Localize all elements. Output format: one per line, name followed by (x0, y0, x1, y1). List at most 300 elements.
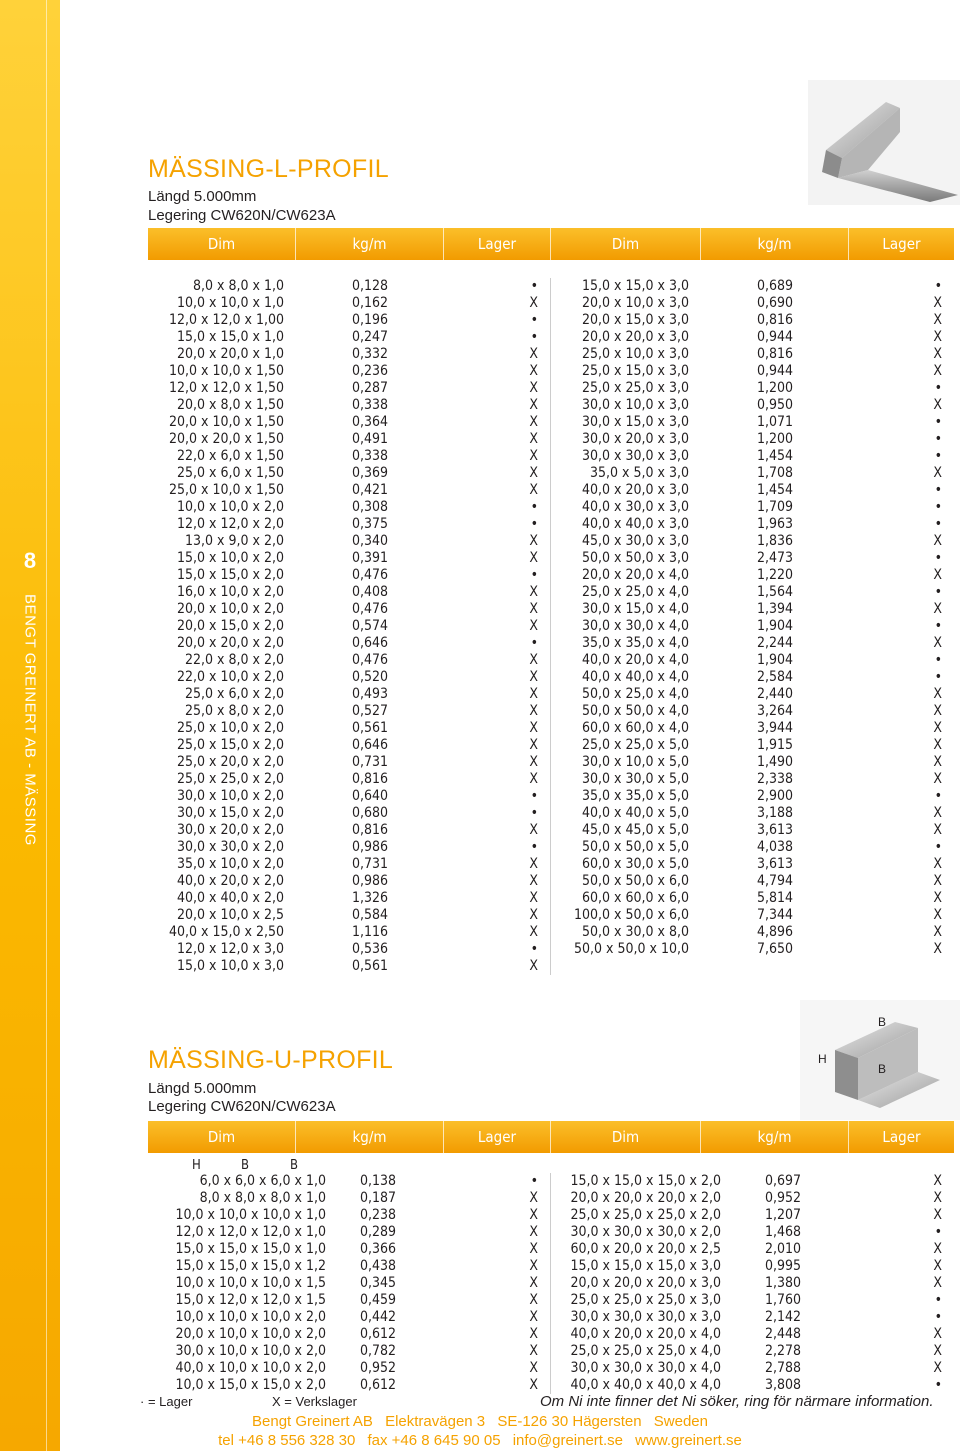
cell-dim: 20,0 x 20,0 x 20,0 x 2,0 (570, 1190, 721, 1206)
table-row (148, 720, 954, 737)
cell-lager: X (444, 618, 551, 635)
cell-dim: 12,0 x 12,0 x 1,00 (168, 312, 284, 328)
cell-lager: X (933, 805, 942, 821)
u-profile-dimension-key (148, 1158, 438, 1174)
cell-kgm: 0,646 (351, 635, 389, 651)
table-row (148, 380, 954, 397)
cell-dim: 40,0 x 20,0 x 4,0 (582, 652, 689, 668)
col-header-dim: Dim (551, 1121, 701, 1153)
cell-lager: • (934, 839, 942, 855)
dim-key-h: H (192, 1158, 201, 1173)
cell-kgm: 0,369 (351, 465, 389, 481)
cell-kgm: 0,338 (351, 397, 389, 413)
table-row (148, 941, 954, 958)
cell-kgm: 0,952 (764, 1190, 802, 1206)
table-row (148, 669, 954, 686)
cell-kgm: 0,690 (756, 295, 794, 311)
cell-kgm: 0,816 (756, 312, 794, 328)
col-header-dim: Dim (148, 228, 296, 260)
table-row (148, 1377, 954, 1394)
table-row (148, 465, 954, 482)
cell-dim: 22,0 x 6,0 x 1,50 (177, 448, 284, 464)
cell-kgm: 0,680 (351, 805, 389, 821)
table-row (148, 788, 954, 805)
cell-lager: • (444, 805, 551, 822)
u-profile-illustration (800, 1000, 960, 1120)
table-row (148, 1275, 954, 1292)
cell-kgm: 0,438 (359, 1258, 397, 1274)
cell-lager: X (444, 397, 551, 414)
cell-kgm: 1,490 (756, 754, 794, 770)
cell-kgm: 0,689 (756, 278, 794, 294)
side-divider (46, 0, 47, 1451)
cell-kgm: 0,950 (756, 397, 794, 413)
cell-lager: • (418, 1173, 551, 1190)
u-profile-header-bar (148, 1121, 954, 1153)
cell-kgm: 2,244 (756, 635, 794, 651)
table-row (148, 635, 954, 652)
cell-dim: 25,0 x 25,0 x 4,0 (582, 584, 689, 600)
cell-dim: 20,0 x 15,0 x 2,0 (177, 618, 284, 634)
cell-lager: X (933, 941, 942, 957)
cell-lager: X (444, 737, 551, 754)
cell-lager: X (933, 635, 942, 651)
table-row (148, 1360, 954, 1377)
cell-lager: X (418, 1224, 551, 1241)
cell-lager: • (934, 414, 942, 430)
cell-lager: X (933, 1173, 942, 1189)
cell-kgm: 1,454 (756, 448, 794, 464)
cell-kgm: 0,536 (351, 941, 389, 957)
cell-lager: X (933, 1275, 942, 1291)
col-header-kgm: kg/m (701, 228, 849, 260)
cell-dim: 30,0 x 10,0 x 3,0 (582, 397, 689, 413)
cell-dim: 15,0 x 10,0 x 2,0 (177, 550, 284, 566)
table-row (148, 1326, 954, 1343)
u-profile-title: MÄSSING-U-PROFIL (148, 1046, 394, 1074)
cell-kgm: 1,116 (351, 924, 389, 940)
cell-lager: X (444, 448, 551, 465)
cell-lager: X (444, 414, 551, 431)
cell-dim: 50,0 x 25,0 x 4,0 (582, 686, 689, 702)
cell-dim: 10,0 x 10,0 x 10,0 x 1,5 (175, 1275, 326, 1291)
table-row (148, 924, 954, 941)
cell-kgm: 2,788 (764, 1360, 802, 1376)
cell-lager: X (444, 771, 551, 788)
cell-dim: 50,0 x 50,0 x 3,0 (582, 550, 689, 566)
table-row (148, 873, 954, 890)
cell-lager: X (418, 1292, 551, 1309)
cell-dim: 25,0 x 20,0 x 2,0 (177, 754, 284, 770)
table-row (148, 448, 954, 465)
cell-lager: X (444, 754, 551, 771)
cell-dim: 15,0 x 12,0 x 12,0 x 1,5 (175, 1292, 326, 1308)
cell-dim: 40,0 x 20,0 x 3,0 (582, 482, 689, 498)
cell-lager: X (444, 601, 551, 618)
cell-dim: 15,0 x 15,0 x 1,0 (177, 329, 284, 345)
l-profile-illustration (808, 80, 960, 205)
cell-kgm: 7,344 (756, 907, 794, 923)
cell-kgm: 0,584 (351, 907, 389, 923)
cell-lager: • (934, 1377, 942, 1393)
cell-dim: 35,0 x 5,0 x 3,0 (590, 465, 689, 481)
cell-lager: • (444, 941, 551, 958)
cell-lager: X (444, 295, 551, 312)
cell-kgm: 2,440 (756, 686, 794, 702)
cell-lager: X (418, 1258, 551, 1275)
cell-kgm: 0,561 (351, 958, 389, 974)
cell-lager: X (418, 1360, 551, 1377)
cell-kgm: 1,220 (756, 567, 794, 583)
cell-kgm: 1,394 (756, 601, 794, 617)
cell-lager: X (444, 686, 551, 703)
contact-note: Om Ni inte finner det Ni söker, ring för närmare information. (540, 1393, 934, 1410)
cell-dim: 30,0 x 15,0 x 2,0 (177, 805, 284, 821)
table-row (148, 771, 954, 788)
cell-lager: X (444, 669, 551, 686)
cell-lager: X (933, 465, 942, 481)
table-row (148, 397, 954, 414)
cell-kgm: 1,468 (764, 1224, 802, 1240)
cell-dim: 40,0 x 20,0 x 20,0 x 4,0 (570, 1326, 721, 1342)
cell-dim: 20,0 x 20,0 x 1,0 (177, 346, 284, 362)
cell-kgm: 1,071 (756, 414, 794, 430)
cell-kgm (701, 958, 849, 975)
cell-lager: X (933, 312, 942, 328)
cell-dim: 40,0 x 20,0 x 2,0 (177, 873, 284, 889)
cell-dim: 25,0 x 25,0 x 25,0 x 4,0 (570, 1343, 721, 1359)
cell-dim: 60,0 x 20,0 x 20,0 x 2,5 (570, 1241, 721, 1257)
cell-dim: 15,0 x 15,0 x 15,0 x 3,0 (570, 1258, 721, 1274)
cell-dim: 30,0 x 15,0 x 4,0 (582, 601, 689, 617)
col-header-lager: Lager (444, 228, 551, 260)
dim-label-h: H (818, 1052, 827, 1066)
table-row (148, 516, 954, 533)
cell-dim: 30,0 x 30,0 x 30,0 x 3,0 (570, 1309, 721, 1325)
cell-kgm: 2,338 (756, 771, 794, 787)
cell-lager: X (418, 1343, 551, 1360)
table-row (148, 1207, 954, 1224)
cell-lager (849, 958, 954, 975)
table-row (148, 363, 954, 380)
table-row (148, 533, 954, 550)
cell-dim: 25,0 x 8,0 x 2,0 (185, 703, 284, 719)
cell-kgm: 1,760 (764, 1292, 802, 1308)
col-header-dim: Dim (551, 228, 701, 260)
cell-kgm: 1,963 (756, 516, 794, 532)
table-row (148, 737, 954, 754)
cell-dim: 25,0 x 6,0 x 2,0 (185, 686, 284, 702)
cell-dim: 60,0 x 60,0 x 6,0 (582, 890, 689, 906)
cell-lager: X (444, 856, 551, 873)
cell-dim: 10,0 x 15,0 x 15,0 x 2,0 (175, 1377, 326, 1393)
cell-lager: X (933, 1241, 942, 1257)
cell-lager: • (444, 635, 551, 652)
cell-lager: X (933, 771, 942, 787)
cell-dim: 25,0 x 10,0 x 1,50 (168, 482, 284, 498)
cell-lager: • (934, 550, 942, 566)
cell-kgm: 0,816 (756, 346, 794, 362)
cell-kgm: 0,408 (351, 584, 389, 600)
cell-dim: 35,0 x 35,0 x 4,0 (582, 635, 689, 651)
cell-dim: 45,0 x 30,0 x 3,0 (582, 533, 689, 549)
cell-kgm: 1,200 (756, 380, 794, 396)
cell-kgm: 0,364 (351, 414, 389, 430)
cell-kgm: 5,814 (756, 890, 794, 906)
cell-lager: X (933, 754, 942, 770)
cell-kgm: 0,944 (756, 329, 794, 345)
cell-dim: 25,0 x 25,0 x 25,0 x 2,0 (570, 1207, 721, 1223)
cell-lager: X (418, 1326, 551, 1343)
table-row (148, 482, 954, 499)
cell-dim: 30,0 x 10,0 x 5,0 (582, 754, 689, 770)
cell-dim: 25,0 x 25,0 x 3,0 (582, 380, 689, 396)
cell-dim: 30,0 x 30,0 x 2,0 (177, 839, 284, 855)
table-row (148, 907, 954, 924)
cell-lager: X (418, 1377, 551, 1394)
cell-kgm: 4,794 (756, 873, 794, 889)
table-row (148, 278, 954, 295)
cell-lager: X (933, 890, 942, 906)
cell-dim: 30,0 x 10,0 x 2,0 (177, 788, 284, 804)
cell-dim: 30,0 x 30,0 x 30,0 x 2,0 (570, 1224, 721, 1240)
cell-dim: 30,0 x 10,0 x 10,0 x 2,0 (175, 1343, 326, 1359)
cell-lager: • (934, 1224, 942, 1240)
cell-dim: 60,0 x 30,0 x 5,0 (582, 856, 689, 872)
cell-lager: X (933, 295, 942, 311)
cell-dim: 40,0 x 30,0 x 3,0 (582, 499, 689, 515)
table-row (148, 754, 954, 771)
cell-lager: • (934, 584, 942, 600)
cell-lager: X (444, 584, 551, 601)
cell-kgm: 0,332 (351, 346, 389, 362)
u-profile-length: Längd 5.000mm (148, 1080, 257, 1097)
cell-dim: 15,0 x 15,0 x 2,0 (177, 567, 284, 583)
cell-dim: 12,0 x 12,0 x 2,0 (177, 516, 284, 532)
col-header-kgm: kg/m (296, 1121, 444, 1153)
footer-address (0, 1413, 960, 1430)
table-row (148, 856, 954, 873)
cell-kgm: 0,952 (359, 1360, 397, 1376)
cell-lager: • (934, 482, 942, 498)
table-row (148, 312, 954, 329)
dim-label-b-top: B (878, 1015, 887, 1029)
cell-kgm: 0,247 (351, 329, 389, 345)
cell-kgm: 7,650 (756, 941, 794, 957)
cell-lager: X (933, 1190, 942, 1206)
cell-lager: • (934, 278, 942, 294)
cell-dim: 30,0 x 20,0 x 3,0 (582, 431, 689, 447)
cell-dim: 15,0 x 15,0 x 15,0 x 1,0 (175, 1241, 326, 1257)
cell-kgm: 0,287 (351, 380, 389, 396)
cell-kgm: 0,986 (351, 873, 389, 889)
cell-dim: 25,0 x 15,0 x 3,0 (582, 363, 689, 379)
cell-dim: 20,0 x 10,0 x 2,5 (177, 907, 284, 923)
cell-lager: • (444, 516, 551, 533)
dim-label-b-bottom: B (878, 1062, 887, 1076)
l-profile-header-bar (148, 228, 954, 260)
table-row (148, 601, 954, 618)
footer-city: SE-126 30 Hägersten (497, 1413, 642, 1430)
cell-lager: • (934, 669, 942, 685)
cell-dim: 20,0 x 20,0 x 1,50 (168, 431, 284, 447)
cell-kgm: 0,986 (351, 839, 389, 855)
cell-kgm: 0,476 (351, 567, 389, 583)
cell-kgm: 0,442 (359, 1309, 397, 1325)
cell-dim: 35,0 x 35,0 x 5,0 (582, 788, 689, 804)
cell-lager: X (933, 329, 942, 345)
cell-kgm: 0,308 (351, 499, 389, 515)
cell-kgm: 0,476 (351, 601, 389, 617)
cell-dim: 25,0 x 25,0 x 25,0 x 3,0 (570, 1292, 721, 1308)
cell-lager: X (933, 907, 942, 923)
cell-dim: 40,0 x 40,0 x 2,0 (177, 890, 284, 906)
cell-kgm: 0,491 (351, 431, 389, 447)
cell-kgm: 1,915 (756, 737, 794, 753)
cell-kgm: 1,904 (756, 652, 794, 668)
cell-dim (551, 958, 701, 975)
table-row (148, 1173, 954, 1190)
cell-kgm: 0,345 (359, 1275, 397, 1291)
table-row (148, 346, 954, 363)
cell-dim: 20,0 x 8,0 x 1,50 (177, 397, 284, 413)
cell-kgm: 0,236 (351, 363, 389, 379)
table-row (148, 1224, 954, 1241)
footer-web[interactable]: www.greinert.se (635, 1432, 742, 1449)
cell-dim: 50,0 x 50,0 x 6,0 (582, 873, 689, 889)
cell-kgm: 0,640 (351, 788, 389, 804)
cell-dim: 10,0 x 10,0 x 1,50 (168, 363, 284, 379)
cell-kgm: 1,708 (756, 465, 794, 481)
cell-lager: • (444, 788, 551, 805)
col-header-lager: Lager (882, 1128, 921, 1146)
cell-kgm: 0,391 (351, 550, 389, 566)
col-header-kgm: kg/m (296, 228, 444, 260)
cell-dim: 40,0 x 10,0 x 10,0 x 2,0 (175, 1360, 326, 1376)
cell-lager: X (933, 397, 942, 413)
cell-lager: X (444, 873, 551, 890)
footer-country: Sweden (653, 1413, 708, 1430)
cell-dim: 25,0 x 10,0 x 2,0 (177, 720, 284, 736)
cell-dim: 40,0 x 40,0 x 40,0 x 4,0 (570, 1377, 721, 1393)
cell-lager: X (933, 1343, 942, 1359)
cell-lager: • (444, 499, 551, 516)
cell-dim: 50,0 x 30,0 x 8,0 (582, 924, 689, 940)
cell-lager: X (444, 958, 551, 975)
cell-dim: 12,0 x 12,0 x 12,0 x 1,0 (175, 1224, 326, 1240)
cell-kgm: 0,612 (359, 1326, 397, 1342)
cell-lager: X (933, 1360, 942, 1376)
cell-dim: 40,0 x 40,0 x 5,0 (582, 805, 689, 821)
cell-dim: 13,0 x 9,0 x 2,0 (185, 533, 284, 549)
cell-dim: 20,0 x 20,0 x 20,0 x 3,0 (570, 1275, 721, 1291)
cell-lager: X (444, 465, 551, 482)
l-profile-title: MÄSSING-L-PROFIL (148, 155, 389, 183)
cell-lager: X (933, 720, 942, 736)
footer-email[interactable]: info@greinert.se (512, 1432, 623, 1449)
cell-lager: X (933, 822, 942, 838)
cell-kgm: 1,836 (756, 533, 794, 549)
cell-kgm: 0,187 (359, 1190, 397, 1206)
u-profile-alloy: Legering CW620N/CW623A (148, 1098, 336, 1115)
cell-lager: X (933, 567, 942, 583)
cell-dim: 25,0 x 10,0 x 3,0 (582, 346, 689, 362)
footer-street: Elektravägen 3 (385, 1413, 486, 1430)
cell-lager: • (934, 652, 942, 668)
cell-lager: X (444, 652, 551, 669)
cell-kgm: 3,188 (756, 805, 794, 821)
cell-kgm: 1,200 (756, 431, 794, 447)
cell-lager: X (933, 1207, 942, 1223)
cell-kgm: 0,731 (351, 856, 389, 872)
cell-dim: 20,0 x 10,0 x 1,50 (168, 414, 284, 430)
cell-dim: 10,0 x 10,0 x 10,0 x 1,0 (175, 1207, 326, 1223)
table-row (148, 1258, 954, 1275)
cell-kgm: 1,564 (756, 584, 794, 600)
cell-dim: 6,0 x 6,0 x 6,0 x 1,0 (199, 1173, 326, 1189)
cell-dim: 15,0 x 10,0 x 3,0 (177, 958, 284, 974)
cell-kgm: 1,904 (756, 618, 794, 634)
cell-dim: 12,0 x 12,0 x 3,0 (177, 941, 284, 957)
cell-dim: 22,0 x 8,0 x 2,0 (185, 652, 284, 668)
footer-contact (0, 1432, 960, 1449)
cell-kgm: 2,142 (764, 1309, 802, 1325)
cell-kgm: 0,138 (359, 1173, 397, 1189)
cell-kgm: 0,782 (359, 1343, 397, 1359)
cell-kgm: 0,476 (351, 652, 389, 668)
side-label-text: BENGT GREINERT AB - MÄSSING (21, 594, 39, 846)
col-header-lager: Lager (882, 235, 921, 253)
cell-kgm: 0,196 (351, 312, 389, 328)
cell-lager: X (933, 873, 942, 889)
col-header-dim: Dim (148, 1121, 296, 1153)
cell-kgm: 0,520 (351, 669, 389, 685)
table-row (148, 295, 954, 312)
cell-kgm: 0,238 (359, 1207, 397, 1223)
cell-dim: 30,0 x 30,0 x 3,0 (582, 448, 689, 464)
cell-dim: 30,0 x 30,0 x 5,0 (582, 771, 689, 787)
cell-lager: • (934, 380, 942, 396)
table-row (148, 958, 954, 975)
table-row (148, 890, 954, 907)
cell-kgm: 3,613 (756, 822, 794, 838)
cell-lager: X (933, 924, 942, 940)
cell-kgm: 0,421 (351, 482, 389, 498)
cell-dim: 50,0 x 50,0 x 4,0 (582, 703, 689, 719)
cell-kgm: 3,808 (764, 1377, 802, 1393)
cell-lager: X (444, 822, 551, 839)
table-row (148, 567, 954, 584)
cell-kgm: 0,995 (764, 1258, 802, 1274)
cell-lager: X (933, 703, 942, 719)
cell-lager: • (934, 499, 942, 515)
cell-kgm: 1,709 (756, 499, 794, 515)
table-row (148, 1292, 954, 1309)
cell-dim: 30,0 x 20,0 x 2,0 (177, 822, 284, 838)
table-row (148, 652, 954, 669)
cell-dim: 50,0 x 50,0 x 5,0 (582, 839, 689, 855)
table-row (148, 686, 954, 703)
cell-dim: 20,0 x 20,0 x 3,0 (582, 329, 689, 345)
cell-dim: 40,0 x 15,0 x 2,50 (168, 924, 284, 940)
cell-dim: 15,0 x 15,0 x 15,0 x 2,0 (570, 1173, 721, 1189)
cell-lager: X (444, 533, 551, 550)
cell-dim: 22,0 x 10,0 x 2,0 (177, 669, 284, 685)
cell-dim: 8,0 x 8,0 x 1,0 (193, 278, 284, 294)
cell-dim: 16,0 x 10,0 x 2,0 (177, 584, 284, 600)
cell-lager: X (444, 482, 551, 499)
cell-kgm: 4,896 (756, 924, 794, 940)
